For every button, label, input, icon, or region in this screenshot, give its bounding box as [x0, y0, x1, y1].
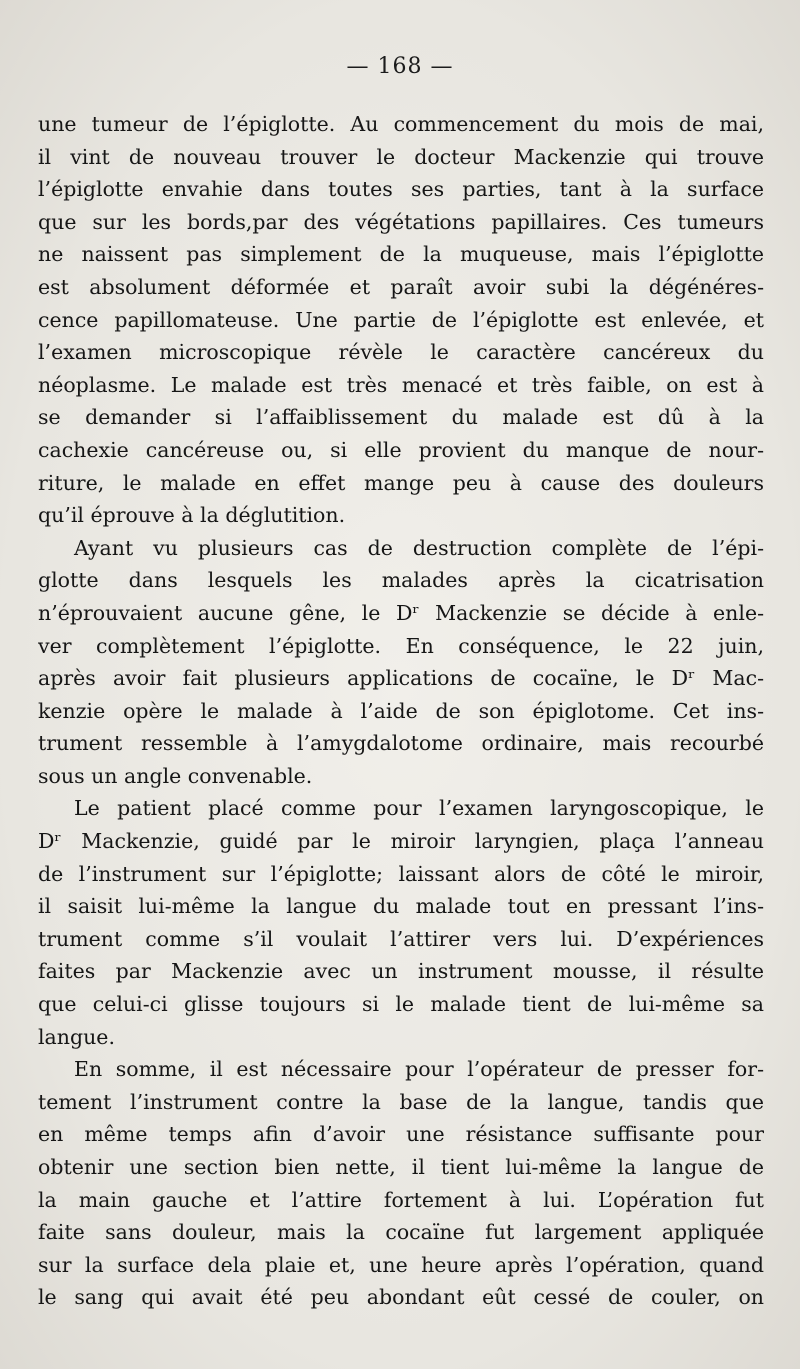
- text-line: kenzie opère le malade à l’aide de son épiglotome. Cet ins-: [38, 698, 764, 723]
- text-line: cence papillomateuse. Une partie de l’épiglotte est enlevée, et: [38, 307, 764, 332]
- text-line: cachexie cancéreuse ou, si elle provient du manque de nour-: [38, 437, 764, 462]
- paragraph: [38, 108, 764, 532]
- paragraph: [38, 792, 764, 1053]
- text-line: se demander si l’affaiblissement du malade est dû à la: [38, 405, 764, 430]
- text-line: que celui-ci glisse toujours si le malade tient de lui-même sa: [38, 992, 764, 1017]
- text-line: en même temps afin d’avoir une résistance suffisante pour: [38, 1122, 764, 1147]
- paragraph: [38, 532, 764, 793]
- text-line: En somme, il est nécessaire pour l’opérateur de presser for-: [74, 1057, 764, 1082]
- text-line: n’éprouvaient aucune gêne, le Dʳ Mackenzie se décide à enle-: [38, 600, 764, 625]
- text-line: de l’instrument sur l’épiglotte; laissant alors de côté le miroir,: [38, 861, 764, 886]
- body-text: [38, 108, 764, 1314]
- text-line: langue.: [38, 1024, 115, 1049]
- text-line: l’examen microscopique révèle le caractère cancéreux du: [38, 340, 764, 365]
- text-line: faites par Mackenzie avec un instrument mousse, il résulte: [38, 959, 764, 984]
- text-line: qu’il éprouve à la déglutition.: [38, 503, 346, 528]
- text-line: glotte dans lesquels les malades après la cicatrisation: [38, 568, 764, 593]
- text-line: le sang qui avait été peu abondant eût cessé de couler, on: [38, 1285, 764, 1310]
- text-line: trument ressemble à l’amygdalotome ordinaire, mais recourbé: [38, 731, 764, 756]
- text-line: obtenir une section bien nette, il tient lui-même la langue de: [38, 1155, 764, 1179]
- text-line: que sur les bords,par des végétations papillaires. Ces tumeurs: [38, 209, 764, 234]
- text-line: la main gauche et l’attire fortement à lui. L’opération fut: [38, 1187, 764, 1212]
- text-line: est absolument déformée et paraît avoir subi la dégénéres-: [38, 274, 764, 299]
- text-line: il saisit lui-même la langue du malade tout en pressant l’ins-: [38, 894, 764, 919]
- text-line: ne naissent pas simplement de la muqueuse, mais l’épiglotte: [38, 242, 764, 267]
- text-line: il vint de nouveau trouver le docteur Mackenzie qui trouve: [38, 144, 764, 169]
- text-line: l’épiglotte envahie dans toutes ses parties, tant à la surface: [38, 177, 764, 202]
- text-line: tement l’instrument contre la base de la langue, tandis que: [38, 1089, 764, 1114]
- text-line: riture, le malade en effet mange peu à cause des douleurs: [38, 470, 764, 495]
- text-line: sur la surface dela plaie et, une heure après l’opération, quand: [38, 1252, 764, 1277]
- text-line: Le patient placé comme pour l’examen laryngoscopique, le: [74, 796, 764, 821]
- text-line: trument comme s’il voulait l’attirer vers lui. D’expériences: [38, 926, 764, 951]
- text-line: après avoir fait plusieurs applications de cocaïne, le Dʳ Mac-: [38, 666, 764, 691]
- text-line: Dʳ Mackenzie, guidé par le miroir laryngien, plaça l’anneau: [38, 829, 764, 854]
- text-line: une tumeur de l’épiglotte. Au commencement du mois de mai,: [38, 112, 764, 136]
- text-line: Ayant vu plusieurs cas de destruction complète de l’épi-: [74, 535, 764, 560]
- text-line: sous un angle convenable.: [38, 763, 313, 788]
- page-number: — 168 —: [346, 54, 454, 79]
- text-line: ver complètement l’épiglotte. En conséquence, le 22 juin,: [38, 633, 764, 658]
- text-line: faite sans douleur, mais la cocaïne fut largement appliquée: [38, 1220, 764, 1245]
- paragraph: [38, 1053, 764, 1314]
- text-line: néoplasme. Le malade est très menacé et très faible, on est à: [38, 372, 764, 397]
